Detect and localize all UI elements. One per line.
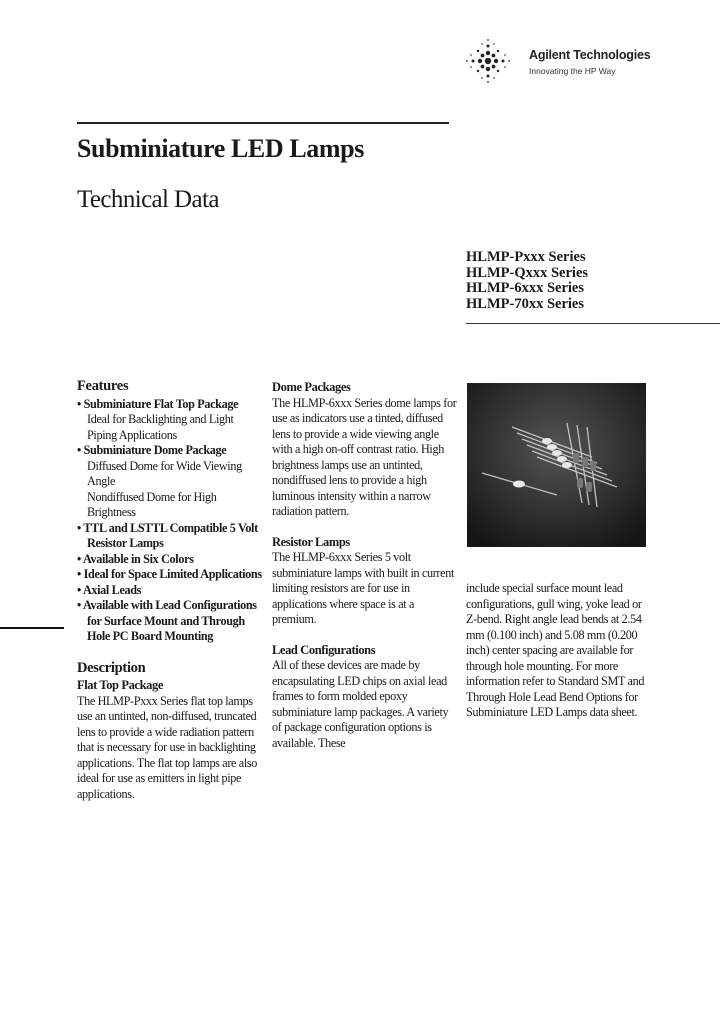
feature-title: Subminiature Flat Top Package xyxy=(83,396,239,411)
series-item: HLMP-Qxxx Series xyxy=(466,264,589,281)
series-rule xyxy=(466,323,720,324)
feature-title: Available with Lead Configurations for Surface Mount and Through Hole PC Board Mounting xyxy=(82,598,257,643)
margin-rule xyxy=(0,627,64,629)
column-left xyxy=(77,379,262,802)
resistor-heading: Resistor Lamps xyxy=(272,534,350,549)
feature-detail: Diffused Dome for Wide Viewing Angle xyxy=(87,458,242,488)
column-right xyxy=(466,581,651,721)
description-heading: Description xyxy=(77,659,146,676)
title-rule xyxy=(77,122,449,124)
lead-text: All of these devices are made by encapsulating LED chips on axial lead frames to form molded epoxy subminiature lamp packages. A variety of package configuration options is available. These xyxy=(272,658,449,750)
led-lamps-image xyxy=(467,383,646,547)
product-photo xyxy=(467,383,646,547)
feature-detail: Ideal for Backlighting and Light Piping Applications xyxy=(87,412,234,442)
brand-tagline: Innovating the HP Way xyxy=(529,66,616,76)
flat-top-text: The HLMP-Pxxx Series flat top lamps use an untinted, non-diffused, truncated lens to provide a wide radiation pattern that is necessary for use in backlighting applications. The flat top lamps are also ideal for use as emitters in light pipe applications. xyxy=(77,693,258,801)
lead-heading: Lead Configurations xyxy=(272,642,376,657)
features-heading: Features xyxy=(77,378,129,394)
document-subtitle: Technical Data xyxy=(77,186,219,213)
dome-heading: Dome Packages xyxy=(272,380,351,394)
feature-detail: Nondiffused Dome for High Brightness xyxy=(87,489,217,519)
feature-item: • Available in Six Colors xyxy=(77,551,194,566)
feature-title: Ideal for Space Limited Applications xyxy=(83,567,262,581)
lead-text-continued: include special surface mount lead configurations, gull wing, yoke lead or Z-bend. Right angle lead bends at 2.54 mm (0.100 inch) and 5.08 mm (0.200 inch) center spacing are available for through hole mounting. For more information refer to Standard SMT and Through Hole Lead Bend Options for Subminiature LED Lamps data sheet. xyxy=(466,581,645,719)
series-item: HLMP-6xxx Series xyxy=(466,280,584,296)
feature-item: • TTL and LSTTL Compatible 5 Volt Resistor Lamps xyxy=(77,520,258,550)
column-middle xyxy=(272,380,457,751)
resistor-text: The HLMP-6xxx Series 5 volt subminiature lamps with built in current limiting resistors are for use in applications where space is at a premium. xyxy=(272,550,454,626)
feature-item: • Available with Lead Configurations for Surface Mount and Through Hole PC Board Mounting xyxy=(77,598,257,643)
feature-title: Available in Six Colors xyxy=(82,551,194,566)
dome-text: The HLMP-6xxx Series dome lamps for use as indicators use a tinted, diffused lens to provide a wide viewing angle with a high on-off contrast ratio. High brightness lamps use an untinted, nondiffused lens to provide a high luminous intensity within a narrow radiation pattern. xyxy=(272,395,457,518)
feature-title: TTL and LSTTL Compatible 5 Volt Resistor Lamps xyxy=(83,520,258,550)
brand-name: Agilent Technologies xyxy=(529,48,651,62)
feature-title: Axial Leads xyxy=(82,582,142,597)
feature-title: Subminiature Dome Package xyxy=(83,443,227,457)
features-list xyxy=(77,397,262,645)
feature-item: • Ideal for Space Limited Applications xyxy=(77,567,262,581)
document-title: Subminiature LED Lamps xyxy=(77,134,364,163)
feature-item: • Axial Leads xyxy=(77,582,142,597)
feature-item: • Subminiature Flat Top Package Ideal for Backlighting and Light Piping Applications xyxy=(77,397,262,444)
series-list xyxy=(466,250,588,312)
series-item: HLMP-70xx Series xyxy=(466,295,584,312)
flat-top-heading: Flat Top Package xyxy=(77,678,163,692)
agilent-spark-logo-icon xyxy=(463,36,513,86)
series-item: HLMP-Pxxx Series xyxy=(466,249,586,265)
feature-item: • Subminiature Dome Package Diffused Dome for Wide Viewing Angle Nondiffused Dome for High Brightness xyxy=(77,443,262,521)
